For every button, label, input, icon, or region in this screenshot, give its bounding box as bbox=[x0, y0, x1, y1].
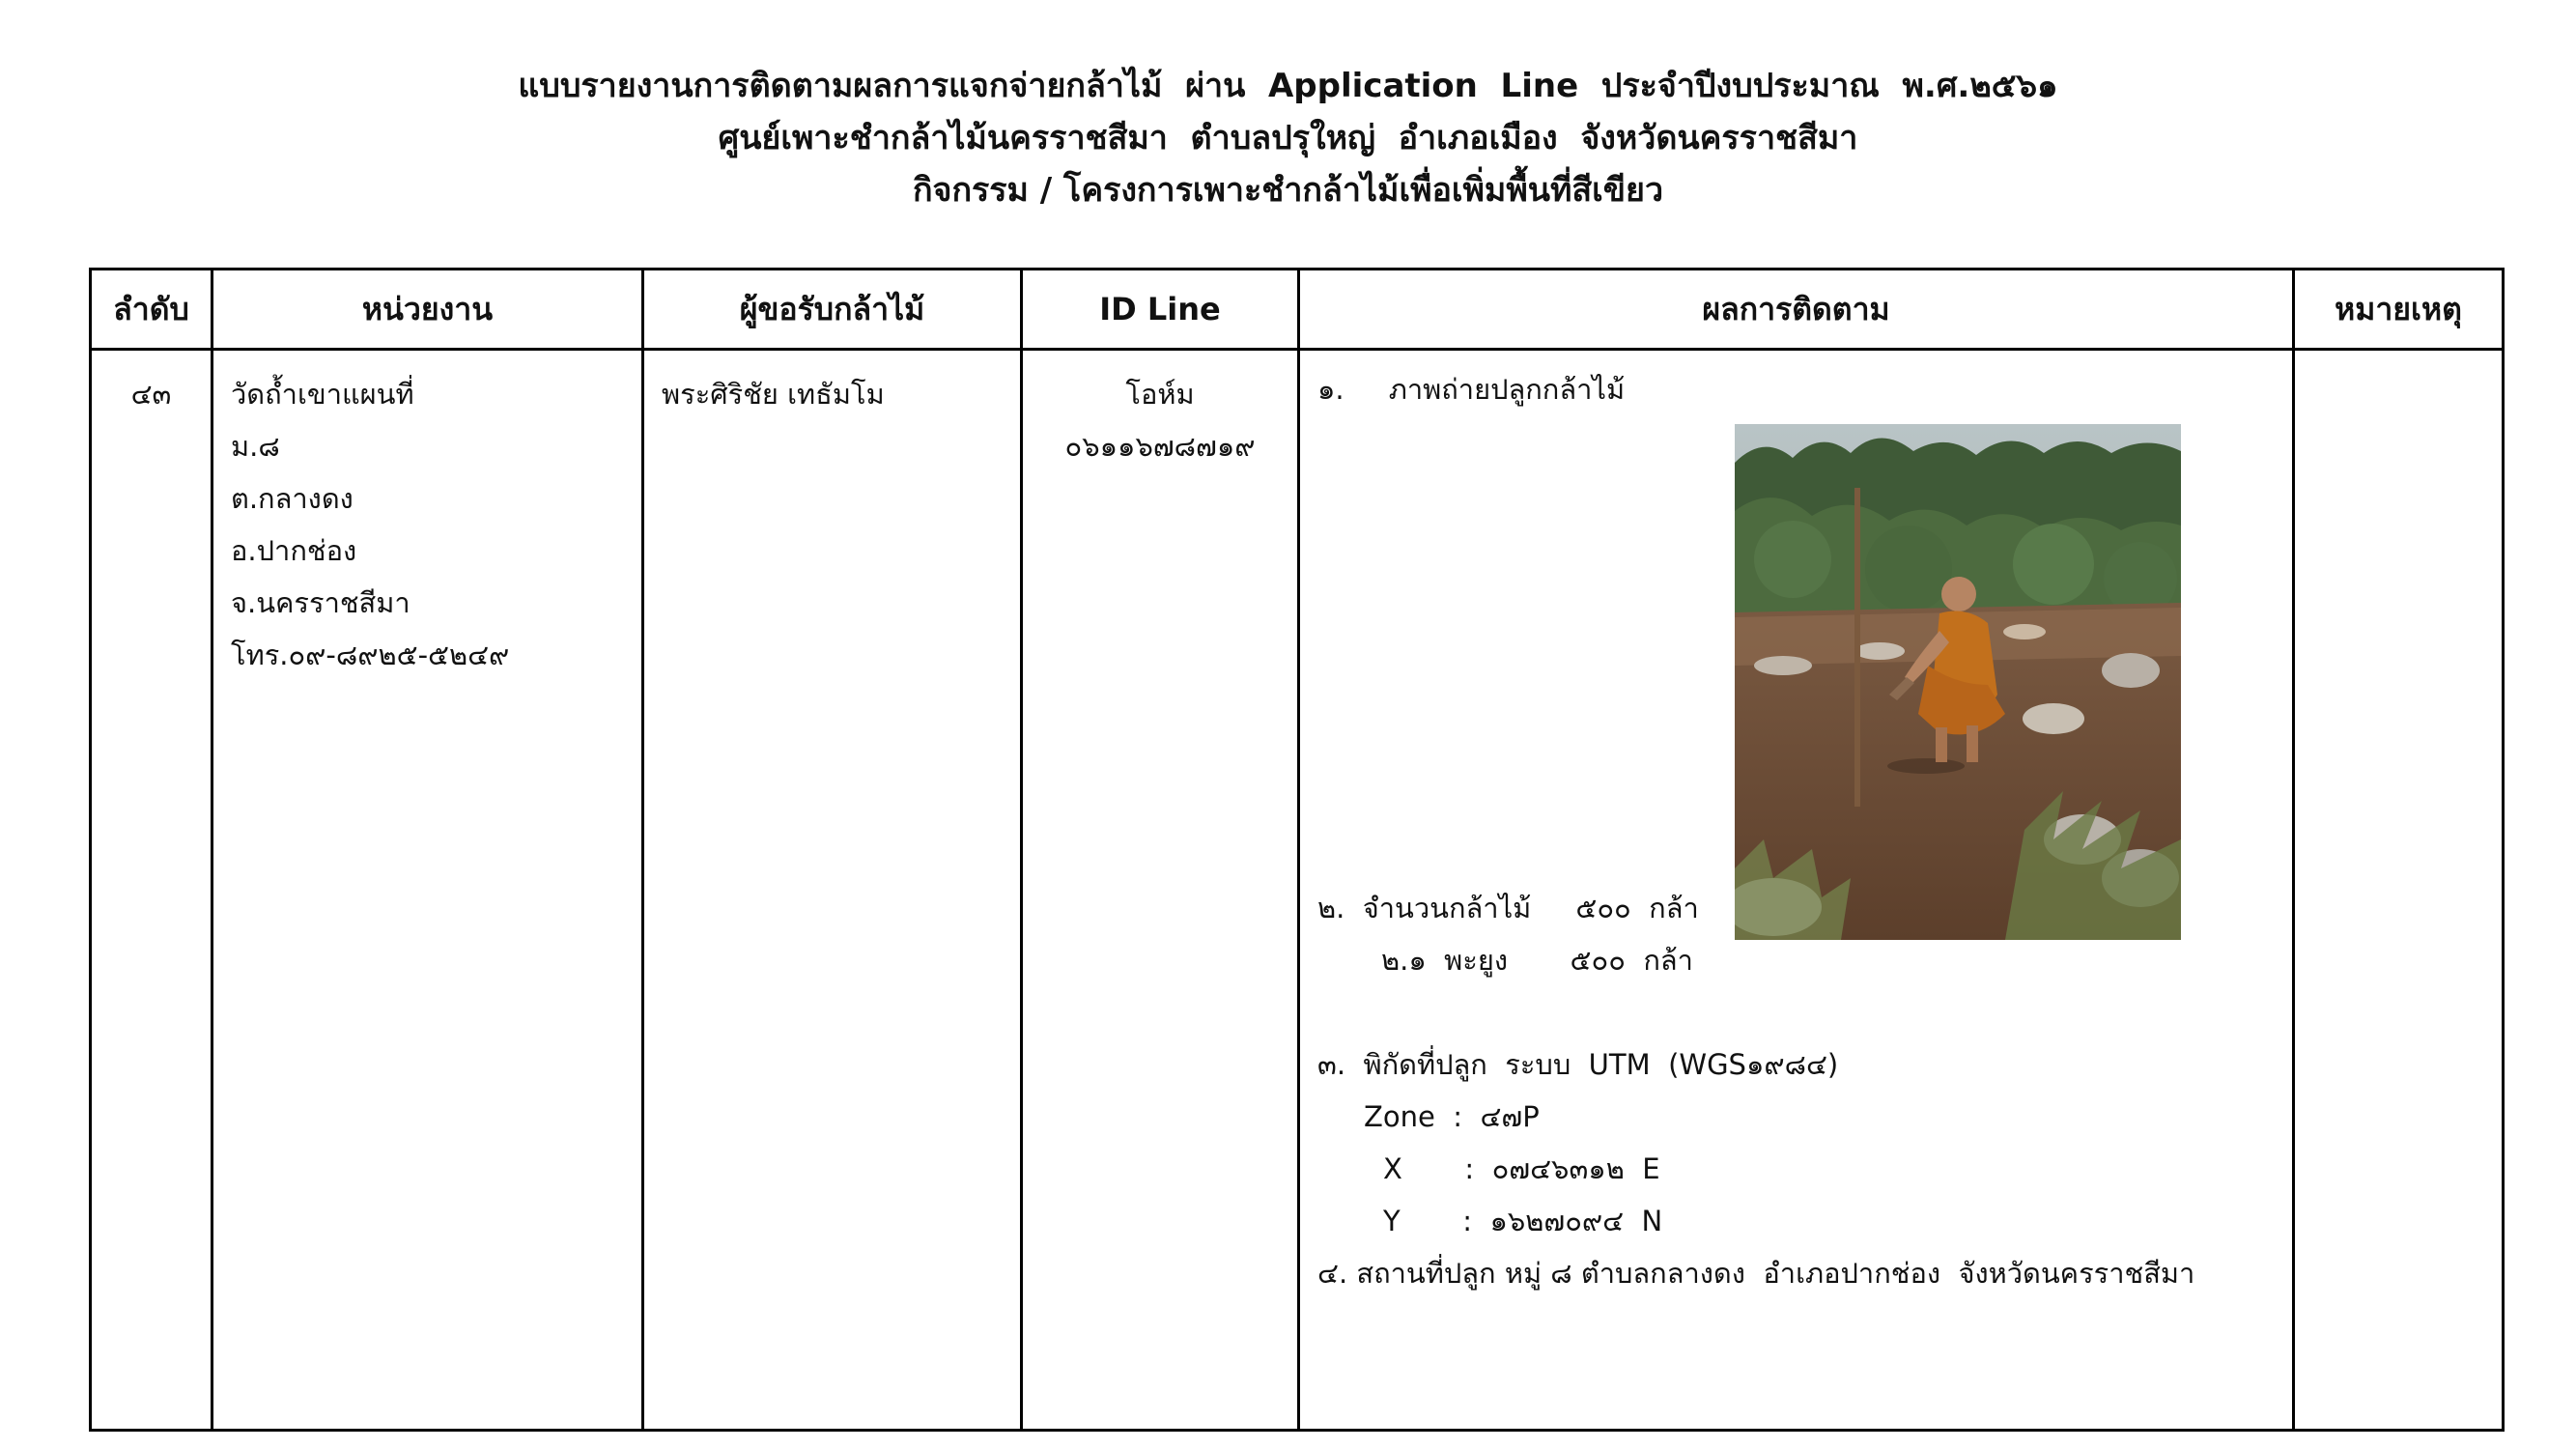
result-item-species-count: ๒.๑ พะยูง ๕๐๐ กล้า bbox=[1381, 944, 1693, 977]
utm-y: Y : ๑๖๒๗๐๙๔ N bbox=[1383, 1205, 1663, 1237]
remark-text bbox=[2295, 351, 2502, 368]
id-line-cell bbox=[1022, 350, 1299, 1431]
result-item-photo: ๑. ภาพถ่ายปลูกกล้าไม้ bbox=[1317, 373, 1626, 406]
agency-province: จ.นครราชสีมา bbox=[231, 586, 410, 619]
recipient-name: พระศิริชัย เทธัมโม bbox=[662, 378, 885, 411]
report-title: แบบรายงานการติดตามผลการแจกจ่ายกล้าไม้ ผ่าน Application Line ประจำปีงบประมาณ พ.ศ.๒๕๖๑ bbox=[518, 67, 2058, 105]
table-header-row bbox=[91, 270, 2504, 350]
utm-x: X : ๐๗๔๖๓๑๒ E bbox=[1383, 1152, 1660, 1185]
agency-name: วัดถ้ำเขาแผนที่ bbox=[231, 378, 414, 411]
result-item-location: ๔. สถานที่ปลูก หมู่ ๘ ตำบลกลางดง อำเภอปากช่อง จังหวัดนครราชสีมา bbox=[1317, 1257, 2195, 1290]
agency-cell bbox=[212, 350, 643, 1431]
column-header-number: ลำดับ bbox=[91, 270, 212, 350]
row-number-cell bbox=[91, 350, 212, 1431]
agency-phone: โทร.๐๙-๘๙๒๕-๕๒๔๙ bbox=[231, 639, 510, 671]
agency-subdistrict: ต.กลางดง bbox=[231, 482, 354, 515]
table-row bbox=[91, 350, 2504, 1431]
line-display-name: โอห์ม bbox=[1125, 378, 1195, 411]
row-number: ๔๓ bbox=[130, 378, 172, 411]
planting-photo bbox=[1735, 424, 2181, 940]
line-phone-id: ๐๖๑๑๖๗๘๗๑๙ bbox=[1064, 430, 1256, 463]
utm-zone: Zone : ๔๗P bbox=[1364, 1100, 1540, 1133]
column-header-agency: หน่วยงาน bbox=[212, 270, 643, 350]
agency-village: ม.๘ bbox=[231, 430, 280, 463]
report-header bbox=[0, 60, 2576, 216]
results-cell bbox=[1299, 350, 2294, 1431]
report-center-name: ศูนย์เพาะชำกล้าไม้นครราชสีมา ตำบลปรุใหญ่ อำเภอเมือง จังหวัดนครราชสีมา bbox=[718, 119, 1858, 157]
column-header-remark: หมายเหตุ bbox=[2294, 270, 2504, 350]
column-header-recipient: ผู้ขอรับกล้าไม้ bbox=[643, 270, 1022, 350]
result-item-seedling-count: ๒. จำนวนกล้าไม้ ๕๐๐ กล้า bbox=[1317, 892, 1699, 924]
column-header-results: ผลการติดตาม bbox=[1299, 270, 2294, 350]
column-header-id-line: ID Line bbox=[1022, 270, 1299, 350]
report-activity: กิจกรรม / โครงการเพาะชำกล้าไม้เพื่อเพิ่มพื้นที่สีเขียว bbox=[912, 171, 1664, 210]
recipient-cell bbox=[643, 350, 1022, 1431]
remark-cell bbox=[2294, 350, 2504, 1431]
report-table bbox=[89, 268, 2505, 1432]
result-item-coordinates: ๓. พิกัดที่ปลูก ระบบ UTM (WGS๑๙๘๔) bbox=[1317, 1048, 1839, 1081]
agency-district: อ.ปากช่อง bbox=[231, 534, 357, 567]
